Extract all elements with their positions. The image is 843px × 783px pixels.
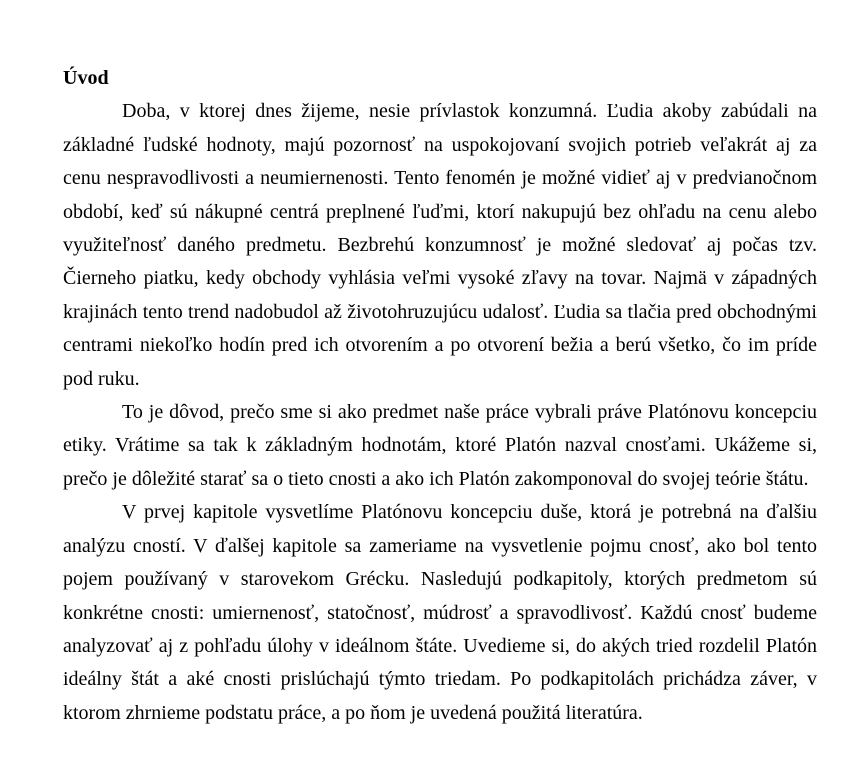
text-line: prečo je dôležité starať sa o tieto cnosti a ako ich Platón zakomponoval do svojej teórie štátu. [63, 467, 809, 490]
text-line: ktorom zhrnieme podstatu práce, a po ňom je uvedená použitá literatúra. [63, 701, 643, 724]
text-line: etiky. Vrátime sa tak k základným hodnotám, ktoré Platón nazval cnosťami. Ukážeme si, [63, 434, 817, 457]
text-line: pojem používaný v starovekom Grécku. Nasledujú podkapitoly, ktorých predmetom sú [63, 568, 817, 591]
text-line: cenu nespravodlivosti a neumiernenosti. Tento fenomén je možné vidieť aj v predvianočnom [63, 167, 817, 190]
text-line: analyzovať aj z pohľadu úlohy v ideálnom štáte. Uvedieme si, do akých tried rozdelil Platón [63, 634, 817, 657]
text-line: krajinách tento trend nadobudol až životohruzujúcu udalosť. Ľudia sa tlačia pred obchodnými [63, 300, 817, 323]
section-heading: Úvod [63, 67, 109, 89]
text-line: pod ruku. [63, 367, 140, 390]
text-line: základné ľudské hodnoty, majú pozornosť na uspokojovaní svojich potrieb veľakrát aj za [63, 133, 817, 156]
text-line: centrami niekoľko hodín pred ich otvorením a po otvorení bežia a berú všetko, čo im príde [63, 334, 817, 357]
paragraph [63, 396, 817, 496]
text-line: období, keď sú nákupné centrá preplnené ľuďmi, ktorí nakupujú bez ohľadu na cenu alebo [63, 200, 817, 223]
text-line: Doba, v ktorej dnes žijeme, nesie prívlastok konzumná. Ľudia akoby zabúdali na [122, 100, 817, 123]
text-line: využiteľnosť daného predmetu. Bezbrehú konzumnosť je možné sledovať aj počas tzv. [63, 234, 817, 257]
paragraphs [63, 95, 817, 730]
paragraph [63, 496, 817, 730]
text-line: konkrétne cnosti: umiernenosť, statočnosť, múdrosť a spravodlivosť. Každú cnosť budeme [63, 601, 817, 624]
text-line: V prvej kapitole vysvetlíme Platónovu koncepciu duše, ktorá je potrebná na ďalšiu [122, 501, 817, 524]
paragraph [63, 95, 817, 396]
text-line: Čierneho piatku, kedy obchody vyhlásia veľmi vysoké zľavy na tovar. Najmä v západných [63, 267, 817, 290]
text-line: To je dôvod, prečo sme si ako predmet naše práce vybrali práve Platónovu koncepciu [122, 401, 817, 424]
text-line: analýzu cností. V ďalšej kapitole sa zameriame na vysvetlenie pojmu cnosť, ako bol tento [63, 534, 817, 557]
text-line: ideálny štát a aké cnosti prislúchajú týmto triedam. Po podkapitolách prichádza záver, v [63, 668, 817, 691]
